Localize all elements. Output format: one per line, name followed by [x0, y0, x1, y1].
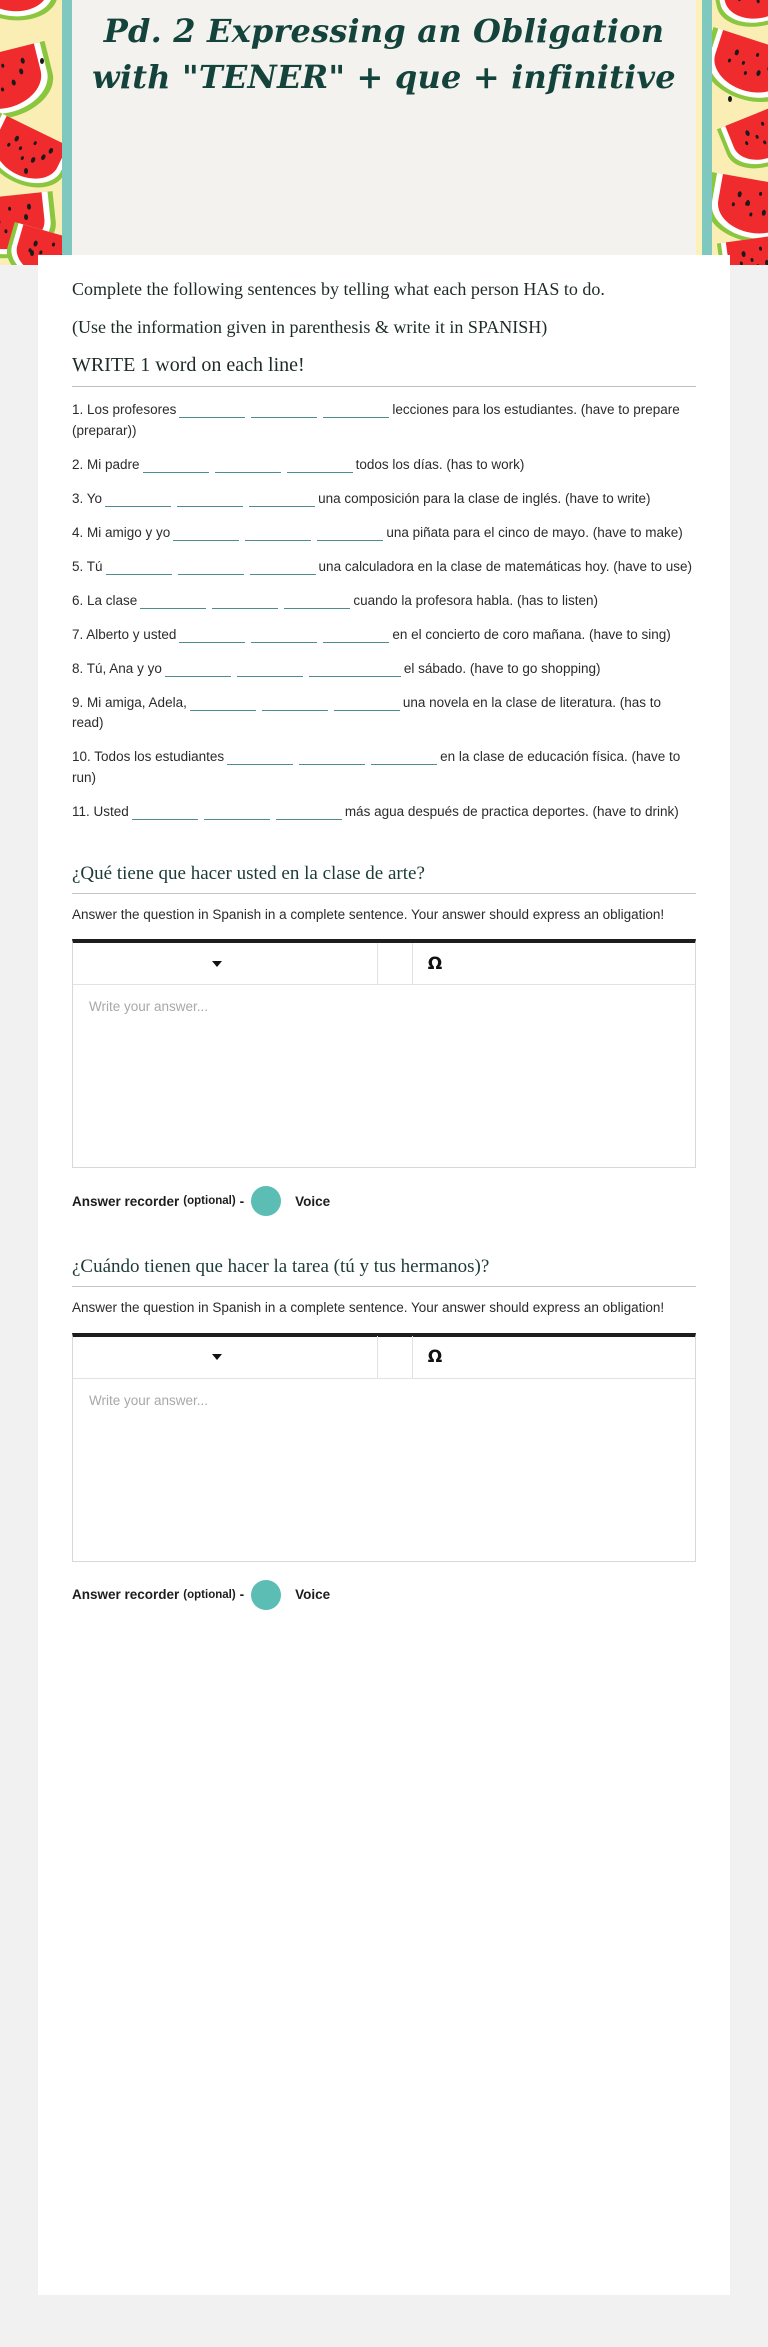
question-title: ¿Qué tiene que hacer usted en la clase de arte?	[72, 863, 425, 885]
exercise-number: 2.	[72, 457, 84, 473]
exercise-text-before: Mi padre	[87, 457, 140, 473]
blank-input-line[interactable]	[177, 492, 243, 507]
watermelon-slice-icon	[0, 0, 62, 26]
watermelon-slice-icon	[712, 27, 768, 113]
blank-input-line[interactable]	[262, 696, 328, 711]
blank-input-line[interactable]	[106, 560, 172, 575]
exercise-item	[72, 802, 696, 823]
chevron-down-icon	[212, 961, 222, 967]
blank-input-line[interactable]	[334, 696, 400, 711]
exercise-item	[72, 747, 696, 789]
blank-input-line[interactable]	[179, 628, 245, 643]
exercise-text-before: Mi amigo y yo	[87, 524, 171, 540]
watermelon-seed-icon	[40, 58, 44, 64]
exercise-text-after: una composición para la clase de inglés. (have to write)	[318, 490, 651, 506]
special-character-button[interactable]: Ω	[427, 953, 443, 974]
voice-label: Voice	[295, 1587, 331, 1603]
exercise-item	[72, 625, 696, 646]
blank-input-line[interactable]	[143, 458, 209, 473]
editor-toolbar	[73, 1337, 695, 1379]
exercise-number: 8.	[72, 660, 84, 676]
answer-textarea[interactable]: Write your answer...	[89, 999, 209, 1015]
exercise-number: 4.	[72, 524, 84, 540]
blank-input-line[interactable]	[173, 526, 239, 541]
blank-input-line[interactable]	[215, 458, 281, 473]
blank-input-line[interactable]	[249, 492, 315, 507]
answer-textarea[interactable]: Write your answer...	[89, 1392, 209, 1408]
watermelon-seed-icon	[30, 250, 34, 256]
blank-input-line[interactable]	[165, 662, 231, 677]
blank-input-line[interactable]	[178, 560, 244, 575]
answer-recorder-row	[72, 1186, 696, 1216]
answer-recorder-label: Answer recorder	[72, 1587, 180, 1603]
blank-input-line[interactable]	[323, 403, 389, 418]
question-divider	[72, 893, 696, 894]
exercise-number: 9.	[72, 694, 84, 710]
blank-input-line[interactable]	[250, 560, 316, 575]
watermelon-seed-icon	[746, 200, 750, 206]
exercise-text-before: La clase	[87, 592, 138, 608]
exercise-text-after: lecciones para los estudiantes. (have to prepare (preparar))	[72, 402, 680, 439]
exercise-text-before: Yo	[86, 490, 103, 506]
assignment-card	[38, 255, 730, 2295]
blank-input-line[interactable]	[204, 805, 270, 820]
exercise-text-before: Mi amiga, Adela,	[87, 694, 187, 710]
blank-input-line[interactable]	[179, 403, 245, 418]
font-format-dropdown[interactable]	[73, 943, 378, 985]
instruction-line-1: Complete the following sentences by telling what each person HAS to do.	[72, 279, 605, 299]
exercise-text-before: Tú	[86, 558, 103, 574]
optional-label: (optional)	[183, 1588, 236, 1601]
question-list	[72, 863, 696, 1610]
question-title: ¿Cuándo tienen que hacer la tarea (tú y tus hermanos)?	[72, 1256, 490, 1278]
exercise-text-after: una calculadora en la clase de matemáticas hoy. (have to use)	[318, 558, 693, 574]
exercise-item	[72, 523, 696, 544]
blank-input-line[interactable]	[276, 805, 342, 820]
exercise-item	[72, 557, 696, 578]
exercise-text-after: en el concierto de coro mañana. (have to sing)	[392, 626, 671, 642]
exercise-text-after: todos los días. (has to work)	[355, 457, 525, 473]
exercise-item	[72, 591, 696, 612]
toolbar-spacer	[378, 943, 413, 985]
question-instruction: Answer the question in Spanish in a complete sentence. Your answer should express an obligation!	[72, 1300, 665, 1316]
special-character-button[interactable]: Ω	[427, 1347, 443, 1368]
exercise-text-before: Usted	[93, 804, 129, 820]
watermelon-seed-icon	[728, 96, 732, 102]
blank-input-line[interactable]	[245, 526, 311, 541]
question-block	[72, 1256, 696, 1609]
recorder-dash: -	[239, 1193, 245, 1209]
instruction-line-3: WRITE 1 word on each line!	[72, 354, 305, 377]
page-title: Pd. 2 Expressing an Obligation with "TENER" + que + infinitive	[92, 12, 676, 97]
teal-stripe-right	[702, 0, 712, 265]
exercise-item	[72, 489, 696, 510]
blank-input-line[interactable]	[227, 750, 293, 765]
exercise-text-after: cuando la profesora habla. (has to listen)	[353, 592, 598, 608]
watermelon-slice-icon	[0, 41, 60, 129]
record-button-icon[interactable]	[251, 1186, 281, 1216]
question-block	[72, 863, 696, 1216]
exercise-number: 3.	[72, 490, 84, 506]
watermelon-seed-icon	[24, 168, 28, 174]
teal-stripe-left	[62, 0, 72, 265]
exercise-item	[72, 693, 696, 735]
watermelon-slice-icon	[0, 112, 62, 200]
chevron-down-icon	[212, 1354, 222, 1360]
blank-input-line[interactable]	[317, 526, 383, 541]
exercise-text-after: una piñata para el cinco de mayo. (have to make)	[386, 524, 683, 540]
exercise-number: 11.	[72, 804, 90, 820]
rich-text-editor	[72, 939, 696, 1168]
exercise-text-after: una novela en la clase de literatura. (has to read)	[72, 694, 662, 731]
blank-input-line[interactable]	[251, 628, 317, 643]
blank-input-line[interactable]	[105, 492, 171, 507]
exercise-text-after: más agua después de practica deportes. (have to drink)	[344, 804, 679, 820]
watermelon-pattern-left	[0, 0, 62, 265]
exercise-item	[72, 455, 696, 476]
blank-input-line[interactable]	[140, 594, 206, 609]
watermelon-banner	[0, 0, 768, 265]
font-format-dropdown[interactable]	[73, 1336, 378, 1378]
instruction-line-2: (Use the information given in parenthesis & write it in SPANISH)	[72, 317, 548, 338]
exercise-text-before: Los profesores	[87, 402, 177, 418]
exercise-number: 6.	[72, 592, 84, 608]
exercise-item	[72, 659, 696, 680]
divider-top	[72, 386, 696, 387]
blank-input-line[interactable]	[190, 696, 256, 711]
exercise-number: 7.	[72, 626, 84, 642]
exercise-text-before: Todos los estudiantes	[94, 749, 225, 765]
blank-input-line[interactable]	[212, 594, 278, 609]
blank-input-line[interactable]	[323, 628, 389, 643]
exercise-text-after: el sábado. (have to go shopping)	[403, 660, 601, 676]
exercise-number: 1.	[72, 402, 84, 418]
record-button-icon[interactable]	[251, 1580, 281, 1610]
exercise-text-before: Alberto y usted	[86, 626, 177, 642]
exercise-text-before: Tú, Ana y yo	[86, 660, 162, 676]
exercise-number: 10.	[72, 749, 91, 765]
watermelon-slice-icon	[717, 99, 768, 180]
blank-input-line[interactable]	[237, 662, 303, 677]
editor-toolbar	[73, 943, 695, 985]
optional-label: (optional)	[183, 1195, 236, 1208]
recorder-dash: -	[239, 1587, 245, 1603]
blank-input-line[interactable]	[309, 662, 401, 677]
blank-input-line[interactable]	[132, 805, 198, 820]
exercise-text-after: en la clase de educación física. (have to run)	[72, 749, 681, 786]
blank-input-line[interactable]	[371, 750, 437, 765]
toolbar-spacer	[378, 1336, 413, 1378]
answer-recorder-row	[72, 1580, 696, 1610]
blank-input-line[interactable]	[251, 403, 317, 418]
blank-input-line[interactable]	[299, 750, 365, 765]
answer-recorder-label: Answer recorder	[72, 1193, 180, 1209]
exercise-item	[72, 400, 696, 442]
blank-input-line[interactable]	[284, 594, 350, 609]
rich-text-editor	[72, 1333, 696, 1562]
question-divider	[72, 1286, 696, 1287]
fill-in-blank-list	[72, 400, 696, 823]
watermelon-pattern-right	[712, 0, 768, 265]
blank-input-line[interactable]	[287, 458, 353, 473]
exercise-number: 5.	[72, 558, 84, 574]
question-instruction: Answer the question in Spanish in a complete sentence. Your answer should express an obligation!	[72, 907, 665, 923]
voice-label: Voice	[295, 1193, 331, 1209]
